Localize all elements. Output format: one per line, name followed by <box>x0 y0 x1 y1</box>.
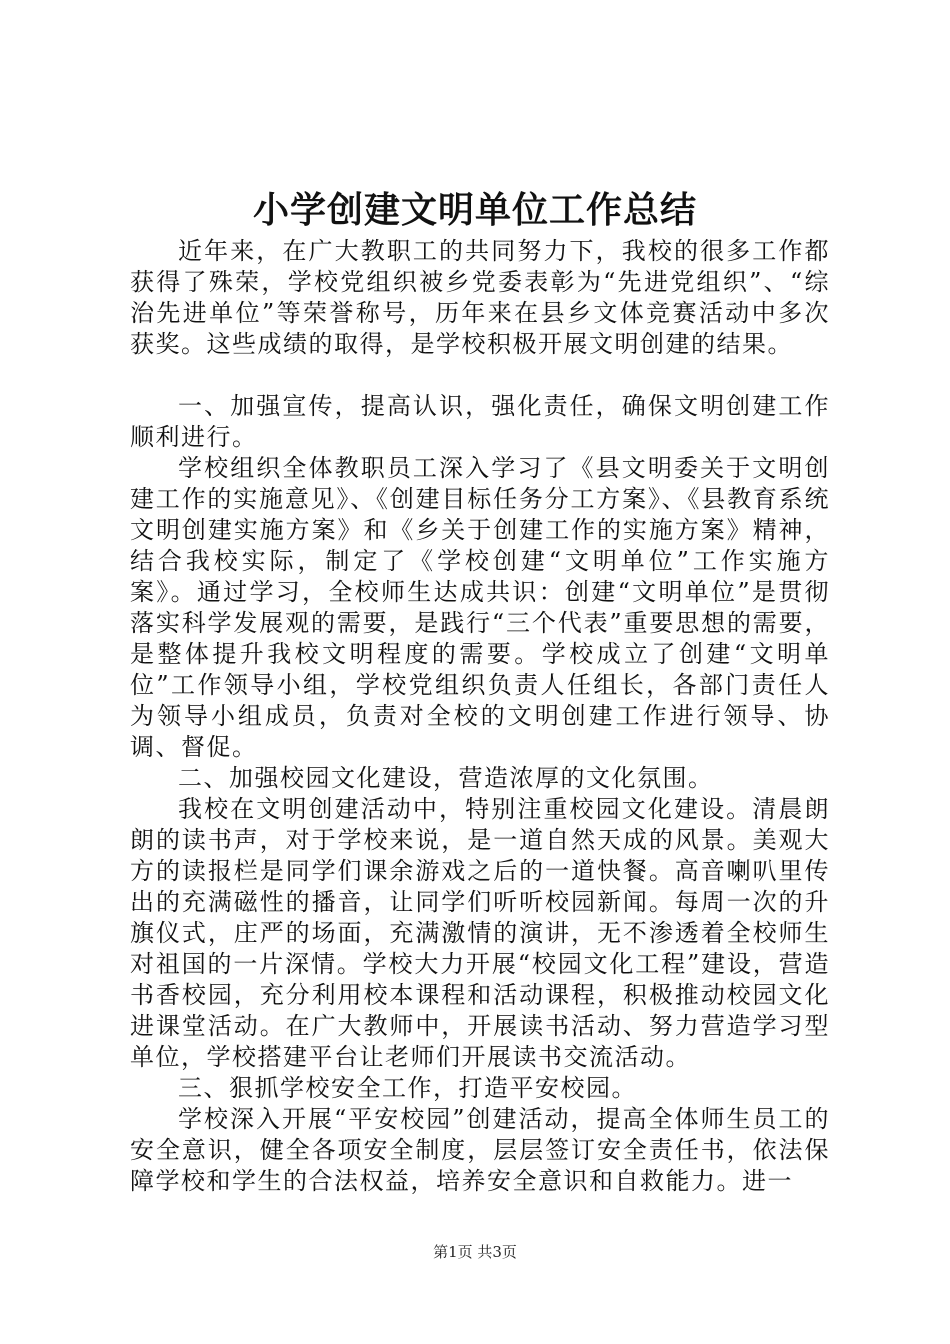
section-heading-2: 二、加强校园文化建设，营造浓厚的文化氛围。 <box>178 764 714 792</box>
paragraph-section-1: 学校组织全体教职员工深入学习了《县文明委关于文明创建工作的实施意见》、《创建目标任务分工方案》、《县教育系统文明创建实施方案》和《乡关于创建工作的实施方案》精神，结合我校实际，制定了《学校创建“文明单位”工作实施方案》。通过学习，全校师生达成共识：创建“文明单位”是贯彻落实科学发展观的需要，是践行“三个代表”重要思想的需要，是整体提升我校文明程度的需要。学校成立了创建“文明单位”工作领导小组，学校党组织负责人任组长，各部门责任人为领导小组成员，负责对全校的文明创建工作进行领导、协调、督促。 <box>130 454 830 761</box>
page-footer: 第1页 共3页 <box>433 1243 517 1261</box>
section-heading-1: 一、加强宣传，提高认识，强化责任，确保文明创建工作顺利进行。 <box>130 392 830 451</box>
paragraph-section-3: 学校深入开展“平安校园”创建活动，提高全体师生员工的安全意识，健全各项安全制度，层层签订安全责任书，依法保障学校和学生的合法权益，培养安全意识和自救能力。进一 <box>130 1105 830 1195</box>
document-title: 小学创建文明单位工作总结 <box>252 189 697 231</box>
section-heading-3: 三、狠抓学校安全工作，打造平安校园。 <box>178 1074 637 1102</box>
document-body <box>130 236 830 1197</box>
paragraph-section-2: 我校在文明创建活动中，特别注重校园文化建设。清晨朗朗的读书声，对于学校来说，是一道自然天成的风景。美观大方的读报栏是同学们课余游戏之后的一道快餐。高音喇叭里传出的充满磁性的播音，让同学们听听校园新闻。每周一次的升旗仪式，庄严的场面，充满激情的演讲，无不渗透着全校师生对祖国的一片深情。学校大力开展“校园文化工程”建设，营造书香校园，充分利用校本课程和活动课程，积极推动校园文化进课堂活动。在广大教师中，开展读书活动、努力营造学习型单位，学校搭建平台让老师们开展读书交流活动。 <box>130 795 830 1071</box>
paragraph-intro: 近年来，在广大教职工的共同努力下，我校的很多工作都获得了殊荣，学校党组织被乡党委表彰为“先进党组织”、“综治先进单位”等荣誉称号，历年来在县乡文体竞赛活动中多次获奖。这些成绩的取得，是学校积极开展文明创建的结果。 <box>130 237 830 358</box>
paragraph-gap <box>130 360 830 391</box>
